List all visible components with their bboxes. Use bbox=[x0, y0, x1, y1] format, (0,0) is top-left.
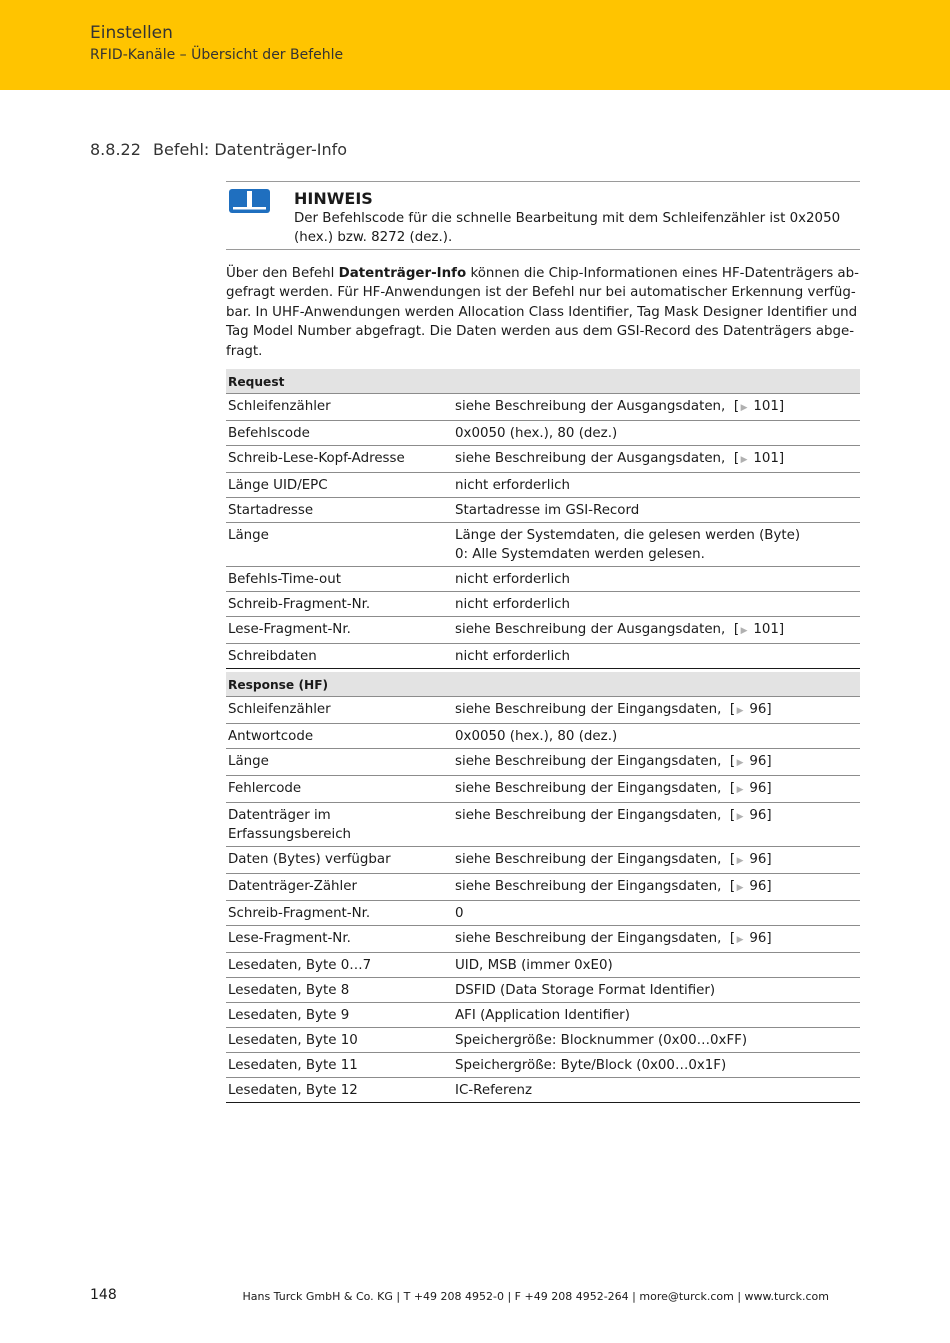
value-text: siehe Beschreibung der Eingangsdaten, bbox=[455, 701, 722, 717]
value-text: siehe Beschreibung der Eingangsdaten, bbox=[455, 878, 722, 894]
parameter-value bbox=[453, 925, 860, 952]
parameter-name: Lesedaten, Byte 11 bbox=[226, 1052, 453, 1077]
parameter-name: Startadresse bbox=[226, 497, 453, 522]
value-text: 0 bbox=[455, 905, 464, 921]
parameter-value bbox=[453, 952, 860, 977]
intro-paragraph bbox=[226, 264, 860, 361]
page-reference-number: 101 bbox=[753, 398, 779, 414]
header-band bbox=[0, 0, 950, 90]
value-text: Startadresse im GSI-Record bbox=[455, 502, 640, 518]
parameter-value bbox=[453, 472, 860, 497]
page-reference-number: 96 bbox=[749, 807, 767, 823]
table-row bbox=[226, 900, 860, 925]
parameter-value bbox=[453, 1027, 860, 1052]
section-heading bbox=[90, 140, 347, 159]
value-text: nicht erforderlich bbox=[455, 596, 571, 612]
triangle-right-icon: ▶ bbox=[736, 855, 744, 866]
book-icon bbox=[229, 189, 270, 213]
intro-text-before: Über den Befehl bbox=[226, 266, 339, 281]
table-row bbox=[226, 748, 860, 775]
parameter-value bbox=[453, 497, 860, 522]
table-row bbox=[226, 616, 860, 643]
parameter-value bbox=[453, 748, 860, 775]
table-row bbox=[226, 1077, 860, 1102]
parameter-value bbox=[453, 723, 860, 748]
table-row bbox=[226, 846, 860, 873]
table-row bbox=[226, 1002, 860, 1027]
value-text: Speichergröße: Byte/Block (0x00…0x1F) bbox=[455, 1057, 727, 1073]
parameter-value bbox=[453, 643, 860, 668]
footer-contact: Hans Turck GmbH & Co. KG | T +49 208 4952-0 | F +49 208 4952-264 | more@turck.com | www.turck.com bbox=[242, 1290, 829, 1303]
value-text: AFI (Application Identifier) bbox=[455, 1007, 630, 1023]
value-text: siehe Beschreibung der Ausgangsdaten, bbox=[455, 398, 726, 414]
value-text: siehe Beschreibung der Ausgangsdaten, bbox=[455, 621, 726, 637]
request-heading: Request bbox=[226, 369, 860, 393]
section-number: 8.8.22 bbox=[90, 140, 141, 159]
table-row bbox=[226, 775, 860, 802]
value-text: UID, MSB (immer 0xE0) bbox=[455, 957, 613, 973]
parameter-name: Antwortcode bbox=[226, 723, 453, 748]
parameter-name: Schreibdaten bbox=[226, 643, 453, 668]
table-row bbox=[226, 591, 860, 616]
section-title: Befehl: Datenträger-Info bbox=[153, 140, 348, 159]
page-reference-link[interactable]: [ ▶ 96] bbox=[721, 702, 771, 717]
table-row bbox=[226, 977, 860, 1002]
parameter-name: Fehlercode bbox=[226, 775, 453, 802]
chapter-subtitle: RFID-Kanäle – Übersicht der Befehle bbox=[90, 47, 344, 63]
request-header-row bbox=[226, 369, 860, 393]
value-text: siehe Beschreibung der Eingangsdaten, bbox=[455, 780, 722, 796]
page-reference-link[interactable]: [ ▶ 101] bbox=[725, 399, 784, 414]
triangle-right-icon: ▶ bbox=[736, 811, 744, 822]
parameter-name: Schleifenzähler bbox=[226, 696, 453, 723]
value-text: nicht erforderlich bbox=[455, 477, 571, 493]
parameter-value bbox=[453, 696, 860, 723]
page-reference-link[interactable]: [ ▶ 101] bbox=[725, 622, 784, 637]
parameter-name: Daten (Bytes) verfügbar bbox=[226, 846, 453, 873]
response-header-row bbox=[226, 672, 860, 696]
parameter-name: Schreib-Fragment-Nr. bbox=[226, 591, 453, 616]
triangle-right-icon: ▶ bbox=[740, 454, 748, 465]
parameter-name: Befehlscode bbox=[226, 420, 453, 445]
table-row bbox=[226, 566, 860, 591]
triangle-right-icon: ▶ bbox=[736, 882, 744, 893]
parameter-name: Datenträger im Erfassungsbereich bbox=[226, 802, 453, 846]
page-number: 148 bbox=[90, 1287, 117, 1303]
parameter-name: Lesedaten, Byte 9 bbox=[226, 1002, 453, 1027]
page-reference-number: 96 bbox=[749, 878, 767, 894]
parameter-value bbox=[453, 977, 860, 1002]
notice-title: HINWEIS bbox=[294, 189, 373, 208]
parameter-name: Lesedaten, Byte 10 bbox=[226, 1027, 453, 1052]
page-reference-number: 96 bbox=[749, 930, 767, 946]
triangle-right-icon: ▶ bbox=[736, 757, 744, 768]
chapter-title: Einstellen bbox=[90, 23, 173, 43]
parameter-value bbox=[453, 393, 860, 420]
parameter-name: Länge bbox=[226, 748, 453, 775]
value-text: siehe Beschreibung der Ausgangsdaten, bbox=[455, 450, 726, 466]
parameter-value bbox=[453, 1052, 860, 1077]
value-text: siehe Beschreibung der Eingangsdaten, bbox=[455, 930, 722, 946]
value-text: nicht erforderlich bbox=[455, 571, 571, 587]
parameter-name: Lesedaten, Byte 0…7 bbox=[226, 952, 453, 977]
triangle-right-icon: ▶ bbox=[736, 705, 744, 716]
notice-box bbox=[226, 181, 860, 250]
parameter-name: Schreib-Fragment-Nr. bbox=[226, 900, 453, 925]
parameter-value bbox=[453, 591, 860, 616]
parameter-name: Datenträger-Zähler bbox=[226, 873, 453, 900]
table-row bbox=[226, 472, 860, 497]
triangle-right-icon: ▶ bbox=[740, 402, 748, 413]
page-reference-number: 96 bbox=[749, 851, 767, 867]
page-reference-number: 101 bbox=[753, 621, 779, 637]
response-table bbox=[226, 672, 860, 1103]
page-reference-number: 101 bbox=[753, 450, 779, 466]
table-row bbox=[226, 522, 860, 566]
parameter-name: Lesedaten, Byte 8 bbox=[226, 977, 453, 1002]
parameter-name: Länge UID/EPC bbox=[226, 472, 453, 497]
response-heading: Response (HF) bbox=[226, 672, 860, 696]
parameter-name: Lesedaten, Byte 12 bbox=[226, 1077, 453, 1102]
value-text: siehe Beschreibung der Eingangsdaten, bbox=[455, 851, 722, 867]
page-reference-number: 96 bbox=[749, 701, 767, 717]
parameter-value bbox=[453, 1077, 860, 1102]
table-row bbox=[226, 925, 860, 952]
parameter-name: Schreib-Lese-Kopf-Adresse bbox=[226, 445, 453, 472]
page-reference-link[interactable]: [ ▶ 96] bbox=[721, 879, 771, 894]
value-text: siehe Beschreibung der Eingangsdaten, bbox=[455, 807, 722, 823]
table-row bbox=[226, 696, 860, 723]
request-table bbox=[226, 369, 860, 669]
parameter-value bbox=[453, 616, 860, 643]
parameter-value bbox=[453, 522, 860, 566]
value-text: IC-Referenz bbox=[455, 1082, 532, 1098]
parameter-value bbox=[453, 1002, 860, 1027]
table-row bbox=[226, 1052, 860, 1077]
page-reference-number: 96 bbox=[749, 753, 767, 769]
table-row bbox=[226, 723, 860, 748]
parameter-value bbox=[453, 900, 860, 925]
page-reference-number: 96 bbox=[749, 780, 767, 796]
parameter-value bbox=[453, 420, 860, 445]
triangle-right-icon: ▶ bbox=[740, 625, 748, 636]
value-text: siehe Beschreibung der Eingangsdaten, bbox=[455, 753, 722, 769]
page-reference-link[interactable]: [ ▶ 96] bbox=[721, 852, 771, 867]
triangle-right-icon: ▶ bbox=[736, 784, 744, 795]
table-row bbox=[226, 393, 860, 420]
value-text: Speichergröße: Blocknummer (0x00…0xFF) bbox=[455, 1032, 748, 1048]
value-text: DSFID (Data Storage Format Identifier) bbox=[455, 982, 716, 998]
page-reference-link[interactable]: [ ▶ 96] bbox=[721, 808, 771, 823]
page-reference-link[interactable]: [ ▶ 101] bbox=[725, 451, 784, 466]
table-row bbox=[226, 420, 860, 445]
value-text: Länge der Systemdaten, die gelesen werden (Byte) bbox=[455, 527, 801, 543]
table-row bbox=[226, 952, 860, 977]
parameter-name: Schleifenzähler bbox=[226, 393, 453, 420]
table-row bbox=[226, 643, 860, 668]
value-text: 0x0050 (hex.), 80 (dez.) bbox=[455, 728, 618, 744]
parameter-name: Länge bbox=[226, 522, 453, 566]
page-reference-link[interactable]: [ ▶ 96] bbox=[721, 781, 771, 796]
value-text: nicht erforderlich bbox=[455, 648, 571, 664]
parameter-value bbox=[453, 802, 860, 846]
table-row bbox=[226, 445, 860, 472]
parameter-value bbox=[453, 775, 860, 802]
parameter-value bbox=[453, 445, 860, 472]
parameter-name: Lese-Fragment-Nr. bbox=[226, 616, 453, 643]
notice-text: Der Befehlscode für die schnelle Bearbeitung mit dem Schleifenzähler ist 0x2050 (hex.) bzw. 8272 (dez.). bbox=[294, 211, 841, 245]
table-row bbox=[226, 802, 860, 846]
table-row bbox=[226, 1027, 860, 1052]
triangle-right-icon: ▶ bbox=[736, 934, 744, 945]
value-text-line2: 0: Alle Systemdaten werden gelesen. bbox=[455, 546, 705, 562]
parameter-value bbox=[453, 566, 860, 591]
table-row bbox=[226, 497, 860, 522]
parameter-value bbox=[453, 846, 860, 873]
parameter-value bbox=[453, 873, 860, 900]
page-reference-link[interactable]: [ ▶ 96] bbox=[721, 754, 771, 769]
intro-command-name: Datenträger-Info bbox=[338, 266, 467, 281]
parameter-name: Lese-Fragment-Nr. bbox=[226, 925, 453, 952]
table-row bbox=[226, 873, 860, 900]
intro-text-after: können die Chip-Informationen eines HF-Datenträgers abgefragt werden. Für HF-Anwendungen ist der Befehl nur bei automatischer Erkennung verfügbar. In UHF-Anwendungen werden Allocation Class Identifier, Tag Mask Designer Identifier und Tag Model Number abgefragt. Die Daten werden aus dem GSI-Record des Datenträgers abgefragt. bbox=[226, 266, 859, 359]
page-reference-link[interactable]: [ ▶ 96] bbox=[721, 931, 771, 946]
parameter-name: Befehls-Time-out bbox=[226, 566, 453, 591]
value-text: 0x0050 (hex.), 80 (dez.) bbox=[455, 425, 618, 441]
